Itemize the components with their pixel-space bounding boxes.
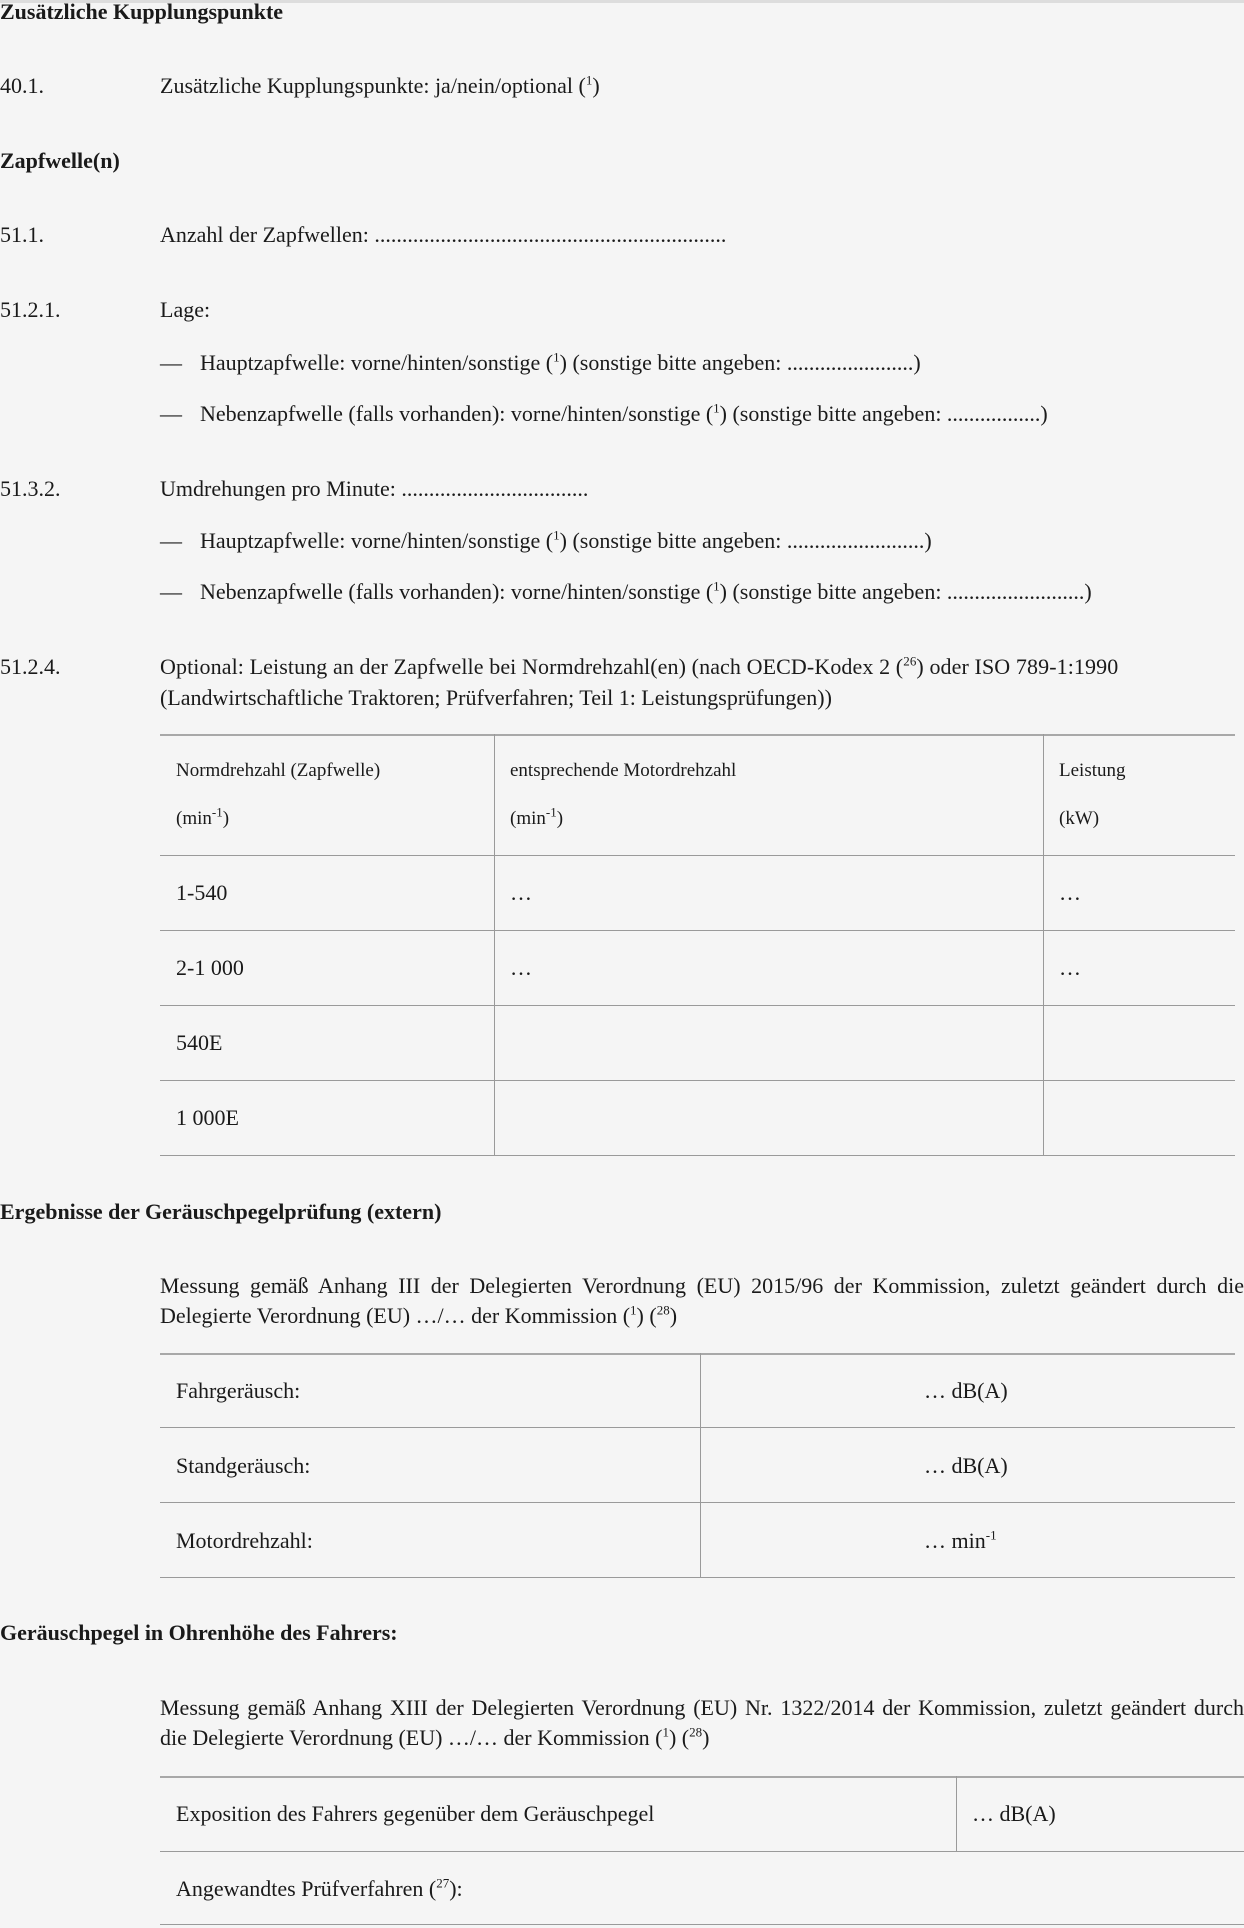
table-rule — [160, 1502, 1235, 1503]
label-exposition: Exposition des Fahrers gegenüber dem Geräuschpegel — [176, 1801, 655, 1826]
table-rule — [160, 930, 1235, 931]
item-text-51-1: Anzahl der Zapfwellen: ................................................................ — [160, 222, 727, 247]
table-cell: 1-540 — [176, 880, 228, 905]
table-cell: 2-1 000 — [176, 955, 244, 980]
item-number-51-1: 51.1. — [0, 222, 44, 247]
footnote-ref: 1 — [713, 400, 720, 416]
footnote-ref: 26 — [903, 653, 917, 669]
superscript: -1 — [545, 804, 557, 820]
heading-kupplungspunkte: Zusätzliche Kupplungspunkte — [0, 0, 284, 24]
table-cell: … — [510, 955, 532, 980]
column-divider — [1043, 734, 1044, 1155]
superscript: -1 — [985, 1527, 997, 1543]
header-normdrehzahl-unit — [176, 805, 229, 833]
paragraph-messung-extern — [160, 1271, 1244, 1331]
item-text-51-2-1: Lage: — [160, 297, 211, 322]
text: ) — [669, 1303, 678, 1328]
table-cell: … — [1059, 955, 1081, 980]
heading-geraeusch-extern: Ergebnisse der Geräuschpegelprüfung (extern) — [0, 1199, 442, 1224]
item-number-51-2-1: 51.2.1. — [0, 297, 61, 322]
text: … min — [924, 1528, 986, 1553]
text: Angewandtes Prüfverfahren ( — [176, 1876, 437, 1901]
superscript: -1 — [211, 804, 223, 820]
text: Optional: Leistung an der Zapfwelle bei Normdrehzahl(en) (nach OECD-Kodex 2 ( — [160, 654, 904, 679]
paragraph-messung-fahrer — [160, 1693, 1244, 1753]
dash-bullet: — — [160, 528, 182, 553]
text: Zusätzliche Kupplungspunkte: ja/nein/optional ( — [160, 73, 586, 98]
value-standgeraeusch: … dB(A) — [924, 1453, 1008, 1478]
item-text-40-1 — [160, 72, 600, 100]
value-motordrehzahl — [924, 1527, 997, 1555]
item-text-51-2-4-line1 — [160, 653, 1118, 681]
header-leistung-unit: (kW) — [1059, 808, 1100, 829]
text: Nebenzapfwelle (falls vorhanden): vorne/hinten/sonstige ( — [200, 401, 714, 426]
label-standgeraeusch: Standgeräusch: — [176, 1453, 311, 1478]
table-rule — [160, 1577, 1235, 1578]
table-rule — [160, 1427, 1235, 1428]
text: Messung gemäß Anhang III der Delegierten Verordnung (EU) 2015/96 der Kommission, zuletzt geändert durch die Delegierte Verordnung (EU) …/… der Kommission ( — [160, 1273, 1244, 1328]
label-pruefverfahren — [176, 1875, 463, 1903]
umdrehungen-hauptzapfwelle — [200, 527, 932, 555]
table-cell: 1 000E — [176, 1105, 239, 1130]
text: ): — [449, 1876, 463, 1901]
footnote-ref: 28 — [689, 1724, 703, 1740]
header-motordrehzahl-unit — [510, 805, 563, 833]
footnote-ref: 1 — [662, 1724, 669, 1740]
text: ) ( — [668, 1725, 690, 1750]
dash-bullet: — — [160, 579, 182, 604]
text: ) oder ISO 789-1:1990 — [916, 654, 1119, 679]
table-rule — [160, 1924, 1244, 1925]
item-text-51-3-2: Umdrehungen pro Minute: .................................. — [160, 476, 589, 501]
item-text-51-2-4-line2: (Landwirtschaftliche Traktoren; Prüfverfahren; Teil 1: Leistungsprüfungen)) — [160, 685, 832, 710]
table-rule — [160, 1155, 1235, 1156]
table-rule — [160, 1080, 1235, 1081]
umdrehungen-nebenzapfwelle — [200, 578, 1092, 606]
text: (min — [510, 808, 546, 829]
heading-zapfwelle: Zapfwelle(n) — [0, 148, 120, 173]
value-fahrgeraeusch: … dB(A) — [924, 1378, 1008, 1403]
text: ) (sonstige bitte angeben: .........................) — [559, 528, 932, 553]
footnote-ref: 1 — [713, 578, 720, 594]
lage-hauptzapfwelle — [200, 349, 921, 377]
table-rule — [160, 1005, 1235, 1006]
footnote-ref: 1 — [553, 349, 560, 365]
text: ) — [222, 808, 230, 829]
text: ) — [702, 1725, 710, 1750]
footnote-ref: 1 — [630, 1302, 637, 1318]
text: Hauptzapfwelle: vorne/hinten/sonstige ( — [200, 350, 554, 375]
table-rule — [160, 1851, 1244, 1852]
dash-bullet: — — [160, 401, 182, 426]
header-leistung: Leistung — [1059, 760, 1126, 781]
header-normdrehzahl: Normdrehzahl (Zapfwelle) — [176, 760, 381, 781]
column-divider — [494, 734, 495, 1155]
table-rule — [160, 1776, 1244, 1778]
text: Hauptzapfwelle: vorne/hinten/sonstige ( — [200, 528, 554, 553]
table-cell: 540E — [176, 1030, 223, 1055]
text: Messung gemäß Anhang XIII der Delegierten Verordnung (EU) Nr. 1322/2014 der Kommission, zuletzt geändert durch die Delegierte Verordnung (EU) …/… der Kommission ( — [160, 1695, 1244, 1750]
footnote-ref: 1 — [553, 527, 560, 543]
text: ) (sonstige bitte angeben: .................) — [719, 401, 1048, 426]
dash-bullet: — — [160, 350, 182, 375]
table-rule — [160, 1353, 1235, 1355]
text: ) ( — [636, 1303, 657, 1328]
text: ) — [556, 808, 564, 829]
item-number-51-2-4: 51.2.4. — [0, 654, 61, 679]
item-number-51-3-2: 51.3.2. — [0, 476, 61, 501]
item-number-40-1: 40.1. — [0, 73, 44, 98]
table-cell: … — [1059, 880, 1081, 905]
table-rule — [160, 734, 1235, 736]
footnote-ref: 1 — [585, 72, 593, 88]
label-fahrgeraeusch: Fahrgeräusch: — [176, 1378, 301, 1403]
footnote-ref: 27 — [436, 1875, 450, 1891]
text: (min — [176, 808, 212, 829]
column-divider — [956, 1776, 957, 1851]
text: ) (sonstige bitte angeben: .........................) — [719, 579, 1092, 604]
column-divider — [700, 1353, 701, 1577]
table-cell: … — [510, 880, 532, 905]
lage-nebenzapfwelle — [200, 400, 1048, 428]
value-exposition: … dB(A) — [972, 1801, 1056, 1826]
footnote-ref: 28 — [656, 1302, 670, 1318]
heading-geraeusch-fahrer: Geräuschpegel in Ohrenhöhe des Fahrers: — [0, 1620, 398, 1645]
table-rule — [160, 855, 1235, 856]
header-motordrehzahl: entsprechende Motordrehzahl — [510, 760, 737, 781]
text: ) (sonstige bitte angeben: .......................) — [559, 350, 921, 375]
text: ) — [592, 73, 600, 98]
text: Nebenzapfwelle (falls vorhanden): vorne/hinten/sonstige ( — [200, 579, 714, 604]
label-motordrehzahl: Motordrehzahl: — [176, 1528, 313, 1553]
